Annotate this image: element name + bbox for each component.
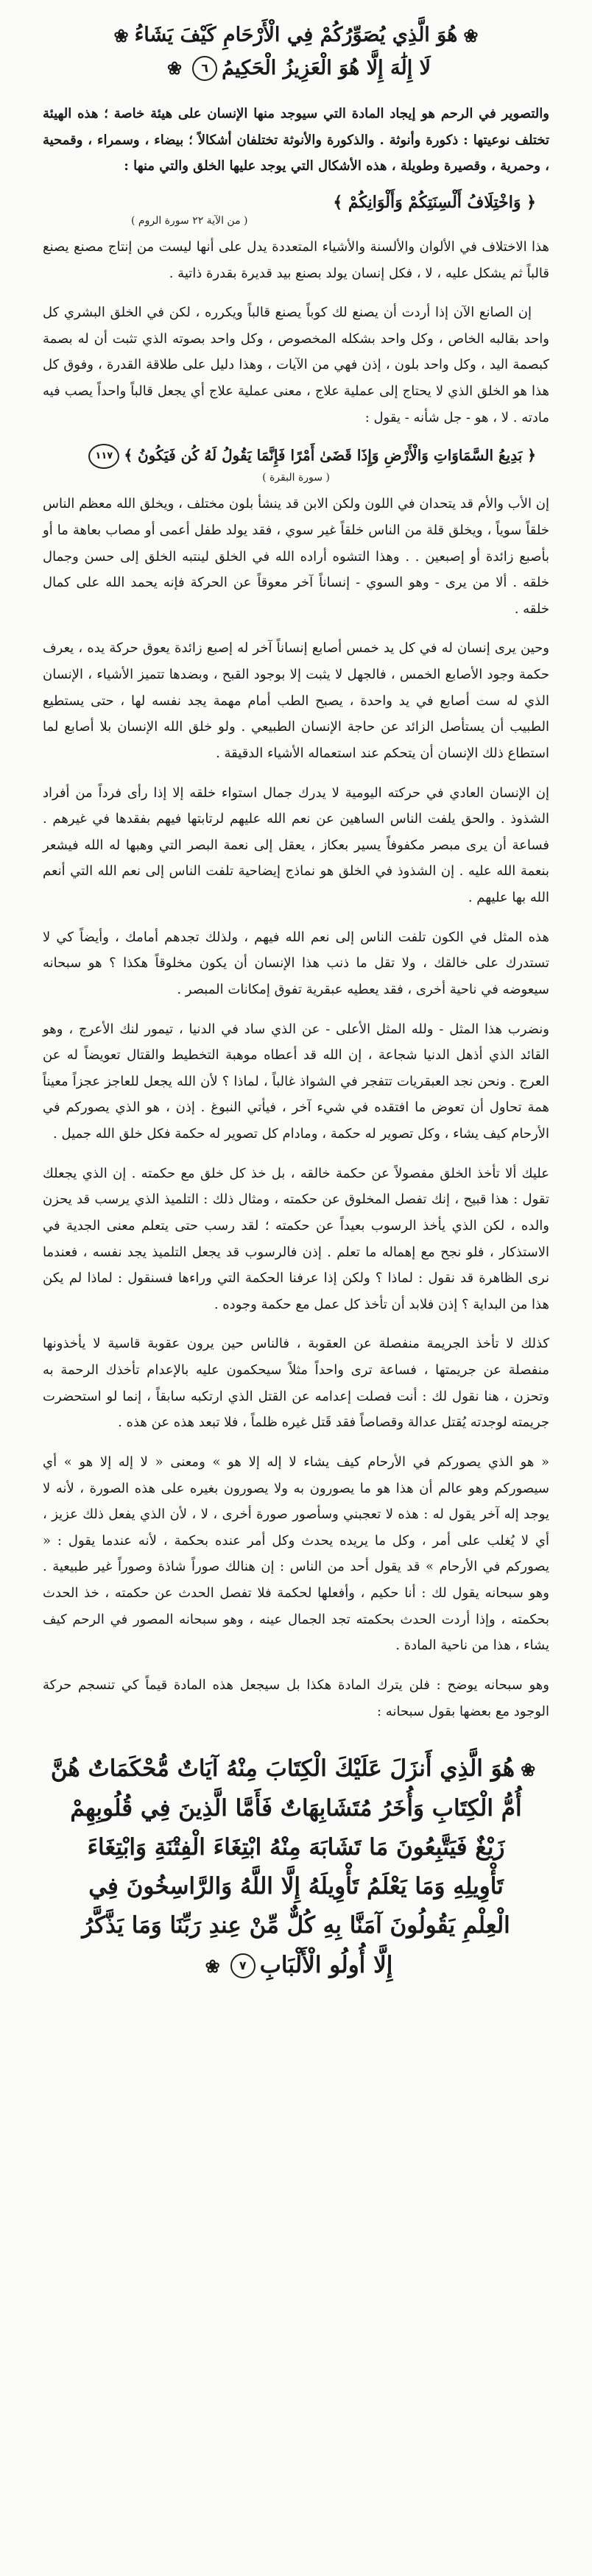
top-quran-verse (43, 19, 549, 85)
ayah-quote-baqara: ﴿ بَدِيعُ السَّمَاوَاتِ وَالْأَرْضِ وَإِذَا قَضَىٰ أَمْرًا فَإِنَّمَا يَقُولُ لَهُ كُن فَيَكُونُ ﴾١١٧ (43, 444, 549, 469)
paragraph: عليك ألا تأخذ الخلق مفصولاً عن حكمة خالقه ، بل خذ كل خلق مع حكمته . إن الذي يجعلك تقول : هذا قبيح ، إنك تفصل المخلوق عن حكمته ، ومثال ذلك : التلميذ الذي يرسب قد يحزن والده ، لكن الذي يأخذ الرسوب بعيداً عن حكمته ؛ لقد رسب حتى يتعلم معنى الجدية في الاستذكار ، فلو نجح مع إهماله ما تعلم . إذن فالرسوب قد يجعل التلميذ يجد نفسه ، فعندما نرى الظاهرة قد نقول : لماذا ؟ ولكن إذا عرفنا الحكمة التي وراءها فسنقول : لماذا لم يكن هذا من البداية ؟ إذن فلابد أن تأخذ كل عمل مع حكمة وجوده . (43, 1165, 549, 1312)
paragraph: والتصوير في الرحم هو إيجاد المادة التي سيوجد منها الإنسان على هيئة خاصة ؛ هذه الهيئة تختلف نوعيتها : ذكورة وأنوثة . والذكورة والأنوثة تختلفان أشكالاً ؛ بيضاء ، وسمراء ، وقمحية ، وحمرية ، وقصيرة وطويلة ، هذه الأشكال التي يوجد عليها الخلق والتي منها : (43, 106, 549, 174)
bottom-verse-line-2: أُمُّ الْكِتَابِ وَأُخَرُ مُتَشَابِهَاتٌ فَأَمَّا الَّذِينَ فِي قُلُوبِهِمْ (70, 1794, 522, 1822)
bottom-verse-line-5: الْعِلْمِ يَقُولُونَ آمَنَّا بِهِ كُلٌّ مِّنْ عِندِ رَبِّنَا وَمَا يَذَّكَّرُ (82, 1912, 510, 1939)
top-verse-line-1: ❀هُوَ الَّذِي يُصَوِّرُكُمْ فِي الْأَرْحَامِ كَيْفَ يَشَاءُ❀ (43, 19, 549, 52)
paragraph: إن الصانع الآن إذا أردت أن يصنع لك كوباً يصنع قالباً ويكرره ، لكن في الخلق البشري كل واحد بقالبه الخاص ، وكل واحد بشكله المخصوص ، وكل واحد بصوته الذي تثبت أن له بصمة كبصمة اليد ، وكل واحد بلون ، إذن فهي من الآيات ، وهذا دليل على طلاقة القدرة ، وفوق كل هذا هو الخلق الذي لا يحتاج إلى عملية علاج ، معنى عملية علاج أي يجعل قالباً واحداً يصب فيه مادته . لا ، هو - جل شأنه - يقول : (43, 305, 549, 425)
top-verse-line-2: لَا إِلَٰهَ إِلَّا هُوَ الْعَزِيزُ الْحَكِيمُ٦❀ (43, 52, 549, 85)
paragraph: وهو سبحانه يوضح : فلن يترك المادة هكذا بل سيجعل هذه المادة قيماً كي تنسجم حركة الوجود مع بعضها بقول سبحانه : (43, 1677, 549, 1719)
bottom-quran-verse (43, 1749, 549, 1985)
ayah-quote-rum: ﴿ وَاخْتِلَافُ أَلْسِنَتِكُمْ وَأَلْوَانِكُمْ ﴾ (333, 192, 536, 212)
flower-ornament-icon: ❀ (205, 1955, 220, 1977)
ayah-reference: ( من الآية ٢٢ سورة الروم ) (131, 214, 248, 227)
paragraph: هذه المثل في الكون تلفت الناس إلى نعم الله فيهم ، ولذلك تجدهم أمامك ، وأيضاً كي لا تستدرك على خالقك ، ولا تقل ما ذنب هذا الإنسان أن يكون مخلوقاً هكذا ؟ هو سبحانه سيعوضه في ناحية أخرى ، فقد يعطيه عبقرية تفوق إمكانات المبصر . (43, 929, 549, 997)
paragraph: إن الإنسان العادي في حركته اليومية لا يدرك جمال استواء خلقه إلا إذا رأى فرداً من أفراد الشذوذ . والحق يلفت الناس الساهين عن نعم الله عليهم لرتابتها فيهم بفقدها في غيرهم . فساعة أن يرى مبصر مكفوفاً يسير بعكاز ، يعقل إلى نعمة البصر التي وهبها له الله فيشعر بنعمة الله عليه . إن الشذوذ في الخلق هو نماذج إيضاحية تلفت الناس إلى نعم الله التي أنعم الله بها عليهم . (43, 785, 549, 906)
bottom-verse-line-4: تَأْوِيلِهِ وَمَا يَعْلَمُ تَأْوِيلَهُ إِلَّا اللَّهُ وَالرَّاسِخُونَ فِي (88, 1873, 504, 1900)
flower-ornament-icon: ❀ (521, 1759, 536, 1781)
paragraph: « هو الذي يصوركم في الأرحام كيف يشاء لا إله إلا هو » ومعنى « لا إله إلا هو » أي سيصوركم وهو عالم أن هذا هو ما يصورون به ولا يصورون بغيره على هذه الصورة ، لأنه لا يوجد إله آخر يقول له : هذه لا تعجبني وسأصور صورة أخرى ، لا ، لأن الذي يفعل ذلك عزيز ، أي لا يُغلب على أمر ، وكل ما يريده يحدث وكل أمر عنده بحكمة ، لأنه عندما يقول : « يصوركم في الأرحام » قد يقول أحد من الناس : إن هنالك صوراً شاذة وصوراً غير طبيعية . وهو سبحانه يقول لك : أنا حكيم ، وأفعلها لحكمة فلا تفصل الحدث عن حكمته ، خذ الحدث بحكمته ، وإذا أردت الحدث بحكمته تجد الجمال عينه ، وهو سبحانه المصور في الرحم كيف يشاء ، هذا من ناحية المادة . (43, 1454, 549, 1654)
bottom-verse-line-3: زَيْغٌ فَيَتَّبِعُونَ مَا تَشَابَهَ مِنْهُ ابْتِغَاءَ الْفِتْنَةِ وَابْتِغَاءَ (87, 1833, 505, 1861)
flower-ornament-icon: ❀ (463, 24, 479, 46)
paragraph: كذلك لا تأخذ الجريمة منفصلة عن العقوبة ، فالناس حين يرون عقوبة قاسية لا يأخذونها منفصلة عن جريمتها ، فساعة ترى واحداً مثلاً سيحكمون عليه بالإعدام تأخذك الرحمة به وتحزن ، هنا نقول لك : أنت فصلت إعدامه عن القتل الذي ارتكبه سابقاً ، إنما لو استحضرت جريمته لوجدته يُقتل عدالة وقصاصاً فقد قَتل غيره ظلماً ، فلا تبعد هذه عن هذه . (43, 1336, 549, 1431)
paragraph: إن الأب والأم قد يتحدان في اللون ولكن الابن قد ينشأ بلون مختلف ، ويخلق الله معظم الناس خلقاً سوياً ، ويخلق قلة من الناس خلقاً غير سوي ، فقد يولد طفل أعمى أو مصاب بعاهة ما أو بأصبع زائدة أو إصبعين . . وهذا التشوه أراده الله في الخلق لينتبه الخلق إلى حسن وجمال خلقه . ألا من يرى - وهو السوي - إنساناً آخر معوقاً عن الحركة فإنه يحمد الله على كمال خلقه . (43, 496, 549, 617)
flower-ornament-icon: ❀ (166, 57, 183, 79)
bottom-verse-line-1: ❀هُوَ الَّذِي أَنزَلَ عَلَيْكَ الْكِتَابَ مِنْهُ آيَاتٌ مُّحْكَمَاتٌ هُنَّ (43, 1749, 549, 1788)
paragraph: وحين يرى إنسان له في كل يد خمس أصابع إنساناً آخر له إصبع زائدة يعوق حركة يده ، يعرف حكمة وجود الأصابع الخمس ، فالجهل لا يثبت إلا بوجود القبح ، وبضدها تتميز الأشياء ، الإنسان الذي له ست أصابع في يد واحدة ، يصبح الطب أمام مهمة يجد نفسه لها ، حتى يستطيع الطبيب أن يستأصل الزائد عن حاجة الإنسان الطبيعي . ولو خلق الله الإنسان بلا أصابع لما استطاع ذلك الإنسان أن يتحكم عند استعماله الأشياء الدقيقة . (43, 640, 549, 761)
ayah-number-badge: ٦ (192, 56, 217, 81)
flower-ornament-icon: ❀ (113, 24, 129, 46)
bottom-verse-line-6: إِلَّا أُولُو الْأَلْبَابِ٧❀ (43, 1946, 549, 1985)
paragraph: ونضرب هذا المثل - ولله المثل الأعلى - عن الذي ساد في الدنيا ، تيمور لنك الأعرج ، وهو القائد الذي أذهل الدنيا شجاعة ، إن الله قد أعطاه موهبة التخطيط والقتال تعويضاً له عن العرج . ونحن نجد العبقريات تتفجر في الشواذ غالباً ، لماذا ؟ لأن الله يجعل للعاجز عجزاً معيناً همة تحاول أن تعوض ما افتقده في شيء آخر ، فيأتي النبوغ . إذن ، هو الذي يصوركم في الأرحام كيف يشاء ، وكل تصوير له حكمة ، ومادام كل تصوير له حكمة فكل خلق الله جميل . (43, 1021, 549, 1142)
ayah-reference: ( سورة البقرة ) (262, 472, 330, 484)
ayah-number-badge: ٧ (230, 1953, 256, 1978)
ayah-number-badge: ١١٧ (88, 444, 119, 469)
paragraph: هذا الاختلاف في الألوان والألسنة والأشياء المتعددة يدل على أنها ليست من إنتاج مصنع يصنع قالباً ثم يشكل عليه ، لا ، فكل إنسان يولد بصنع بيد قديرة بقدرة ذاتية . (43, 238, 549, 281)
